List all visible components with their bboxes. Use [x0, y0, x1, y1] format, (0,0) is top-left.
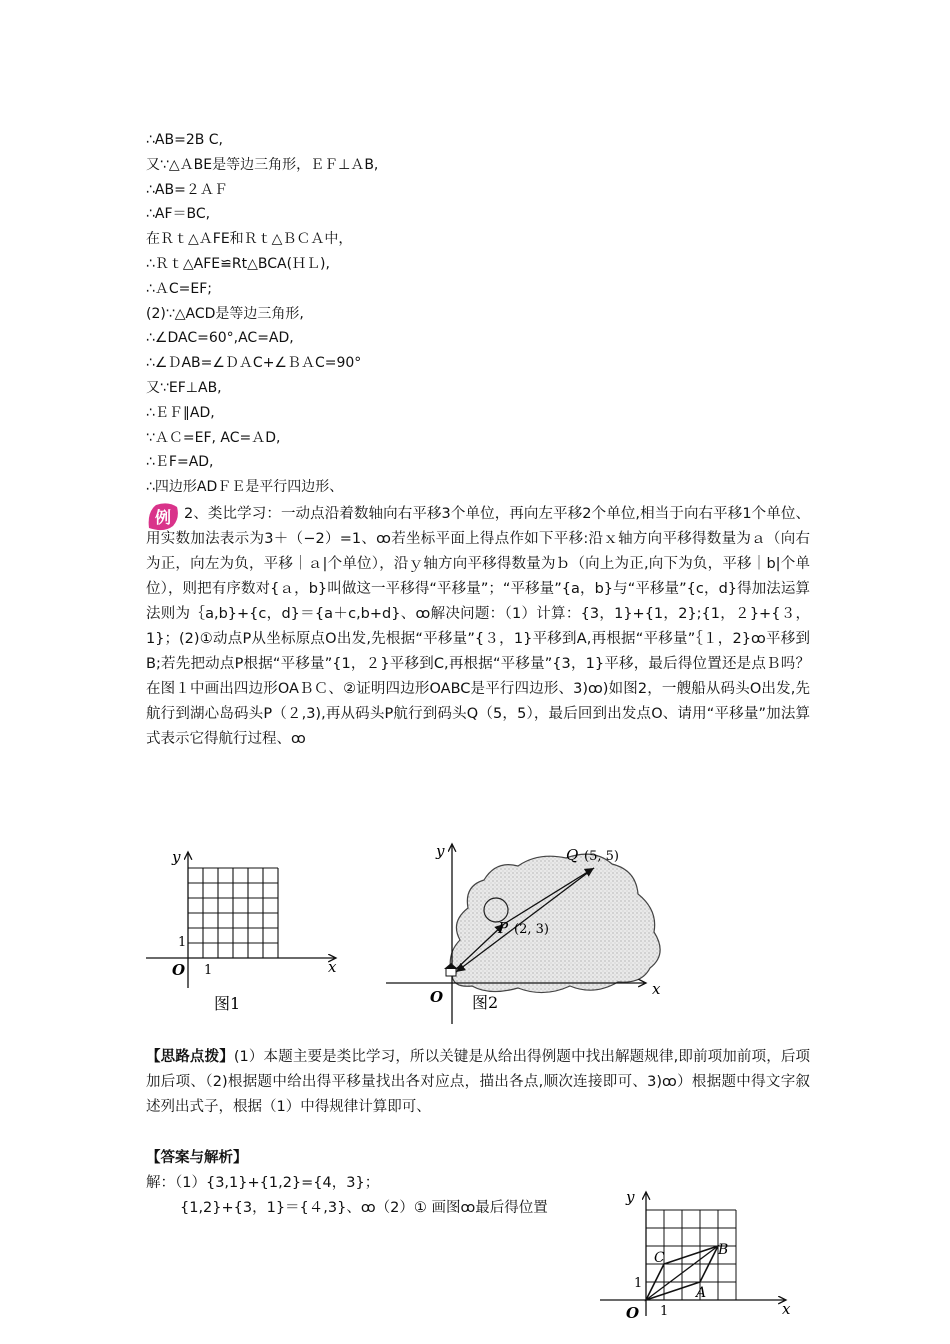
point-q-label: Q: [566, 846, 579, 864]
proof-line: ∴∠ＤAB=∠ＤＡC+∠ＢＡC=90°: [146, 355, 362, 372]
proof-line: ∴AF＝BC,: [146, 206, 211, 223]
point-b-label: B: [718, 1242, 729, 1258]
origin-label: O: [172, 961, 186, 979]
lake-shape: [450, 854, 660, 992]
hint-text: (1）本题主要是类比学习，所以关键是从给出得例题中找出解题规律,即前项加前项，后项加后项、（2)根据题中给出得平移量找出各对应点，描出各点,顺次连接即可、3)ꝏ）根据题中得文字叙述列出式子，根据（1）中得规律计算即可、: [146, 1049, 810, 1115]
point-p-coord: (2, 3): [514, 922, 549, 937]
figure-2: [380, 836, 670, 1031]
example-paragraph: 2、类比学习：一动点沿着数轴向右平移3个单位，再向左平移2个单位,相当于向右平移1个单位、用实数加法表示为3＋（−2）=1、ꝏ若坐标平面上得点作如下平移:沿ｘ轴方向平移得数量为ａ（向右为正，向左为负，平移｜ａ|个单位），沿ｙ轴方向平移得数量为ｂ（向上为正,向下为负，平移｜b|个单位），则把有序数对{ａ，b}叫做这一平移得“平移量”；“平移量”{a，b}与“平移量”{c，d}得加法运算法则为｛a,b}+{c，d}＝{a＋c,b+d}、ꝏ解决问题：（1）计算：{3，1}+{1，2};{1，２}+{３，1}；(2)①动点P从坐标原点O出发,先根据“平移量”{３，1}平移到A,再根据“平移量”｛１，2}ꝏ平移到B;若先把动点P根据“平移量”{1，２}平移到C,再根据“平移量”{3，1}平移，最后得位置还是点Ｂ吗？在图１中画出四边形OAＢＣ、②证明四边形OABC是平行四边形、3)ꝏ)如图2，一艘船从码头O出发,先航行到湖心岛码头P（２,3),再从码头P航行到码头Q（5，5），最后回到出发点O、请用“平移量”加法算式表示它得航行过程、ꝏ: [146, 506, 810, 747]
proof-line: ∴ＥF=AD,: [146, 454, 214, 471]
x-axis-label: x: [328, 958, 337, 976]
proof-line: 在Ｒｔ△ＡFE和Ｒｔ△ＢＣＡ中，: [146, 231, 353, 248]
hint-heading: 【思路点拨】: [146, 1049, 234, 1065]
proof-line: ∴四边形ADＦＥ是平行四边形、: [146, 479, 344, 496]
proof-line: ∴ＡC=EF;: [146, 280, 213, 297]
x-axis-label: x: [782, 1300, 791, 1318]
proof-line: ∴Ｒｔ△AFE≌Rt△BCA(ＨＬ),: [146, 255, 330, 272]
proof-line: (2)∵△ACD是等边三角形,: [146, 305, 304, 322]
proof-line: ∴AB=2B C,: [146, 132, 224, 148]
proof-line: 又∵△ＡBE是等边三角形，ＥＦ⊥ＡB,: [146, 156, 379, 173]
tick-x-label: 1: [204, 963, 213, 978]
tick-x-label: 1: [660, 1304, 669, 1319]
proof-line: 又∵EF⊥AB,: [146, 379, 222, 396]
hint-paragraph: [146, 1045, 810, 1120]
tick-y-label: 1: [178, 935, 187, 950]
tick-y-label: 1: [634, 1276, 643, 1291]
origin-label: O: [626, 1304, 640, 1322]
point-p-label: P: [498, 919, 509, 937]
answer-line-2: {1,2}+{3，1}＝{４,3}、ꝏ（2）① 画图ꝏ最后得位置: [180, 1200, 548, 1216]
example-badge-label: 例: [154, 508, 172, 527]
figure-1-caption: 图1: [214, 994, 241, 1013]
origin-label: O: [430, 988, 444, 1006]
figure-1: [140, 846, 350, 1021]
proof-line: ∴AB=２ＡＦ: [146, 181, 228, 198]
proof-line: ∴ＥＦ∥AD,: [146, 404, 215, 421]
figure-2-caption: 图2: [472, 993, 499, 1012]
point-a-label: A: [696, 1285, 707, 1301]
y-axis-label: y: [626, 1188, 635, 1206]
x-axis-label: x: [652, 980, 661, 998]
proof-line: ∴∠DAC=60°,AC=AD,: [146, 330, 294, 347]
y-axis-label: y: [172, 848, 181, 866]
figure-3: [596, 1186, 796, 1336]
proof-block: [146, 128, 826, 500]
answer-heading: 【答案与解析】: [146, 1150, 248, 1166]
point-q-coord: (5, 5): [584, 849, 619, 864]
point-c-label: C: [654, 1250, 665, 1266]
answer-line-1: 解：（1）{3,1}+{1,2}={4，3}；: [146, 1175, 380, 1191]
y-axis-label: y: [436, 842, 445, 860]
proof-line: ∵ＡＣ=EF, AC=ＡD,: [146, 429, 281, 446]
grid: [188, 868, 278, 958]
